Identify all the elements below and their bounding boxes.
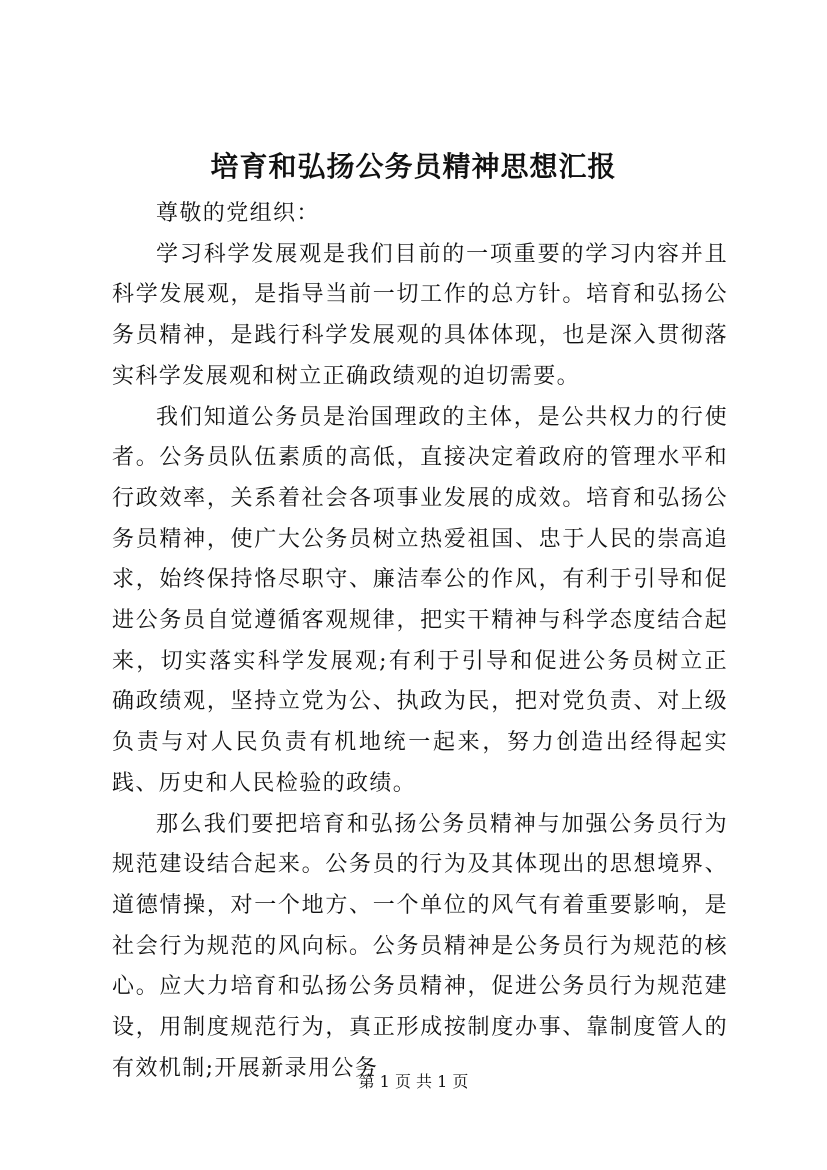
paragraph-3: 那么我们要把培育和弘扬公务员精神与加强公务员行为规范建设结合起来。公务员的行为及其体现出的思想境界、道德情操，对一个地方、一个单位的风气有着重要影响，是社会行为规范的风向标。公务员精神是公务员行为规范的核心。应大力培育和弘扬公务员精神，促进公务员行为规范建设，用制度规范行为，真正形成按制度办事、靠制度管人的有效机制;开展新录用公务 [112,811,728,1081]
document-body [112,194,728,1089]
paragraph-1: 学习科学发展观是我们目前的一项重要的学习内容并且科学发展观，是指导当前一切工作的总方针。培育和弘扬公务员精神，是践行科学发展观的具体体现，也是深入贯彻落实科学发展观和树立正确政绩观的迫切需要。 [112,241,728,389]
page-footer: 第 1 页 共 1 页 [358,1072,469,1091]
paragraph-2: 我们知道公务员是治国理政的主体，是公共权力的行使者。公务员队伍素质的高低，直接决定着政府的管理水平和行政效率，关系着社会各项事业发展的成效。培育和弘扬公务员精神，使广大公务员树立热爱祖国、忠于人民的崇高追求，始终保持恪尽职守、廉洁奉公的作风，有利于引导和促进公务员自觉遵循客观规律，把实干精神与科学态度结合起来，切实落实科学发展观;有利于引导和促进公务员树立正确政绩观，坚持立党为公、执政为民，把对党负责、对上级负责与对人民负责有机地统一起来，努力创造出经得起实践、历史和人民检验的政绩。 [112,404,728,796]
salutation: 尊敬的党组织： [156,201,320,226]
document-title: 培育和弘扬公务员精神思想汇报 [210,150,617,183]
